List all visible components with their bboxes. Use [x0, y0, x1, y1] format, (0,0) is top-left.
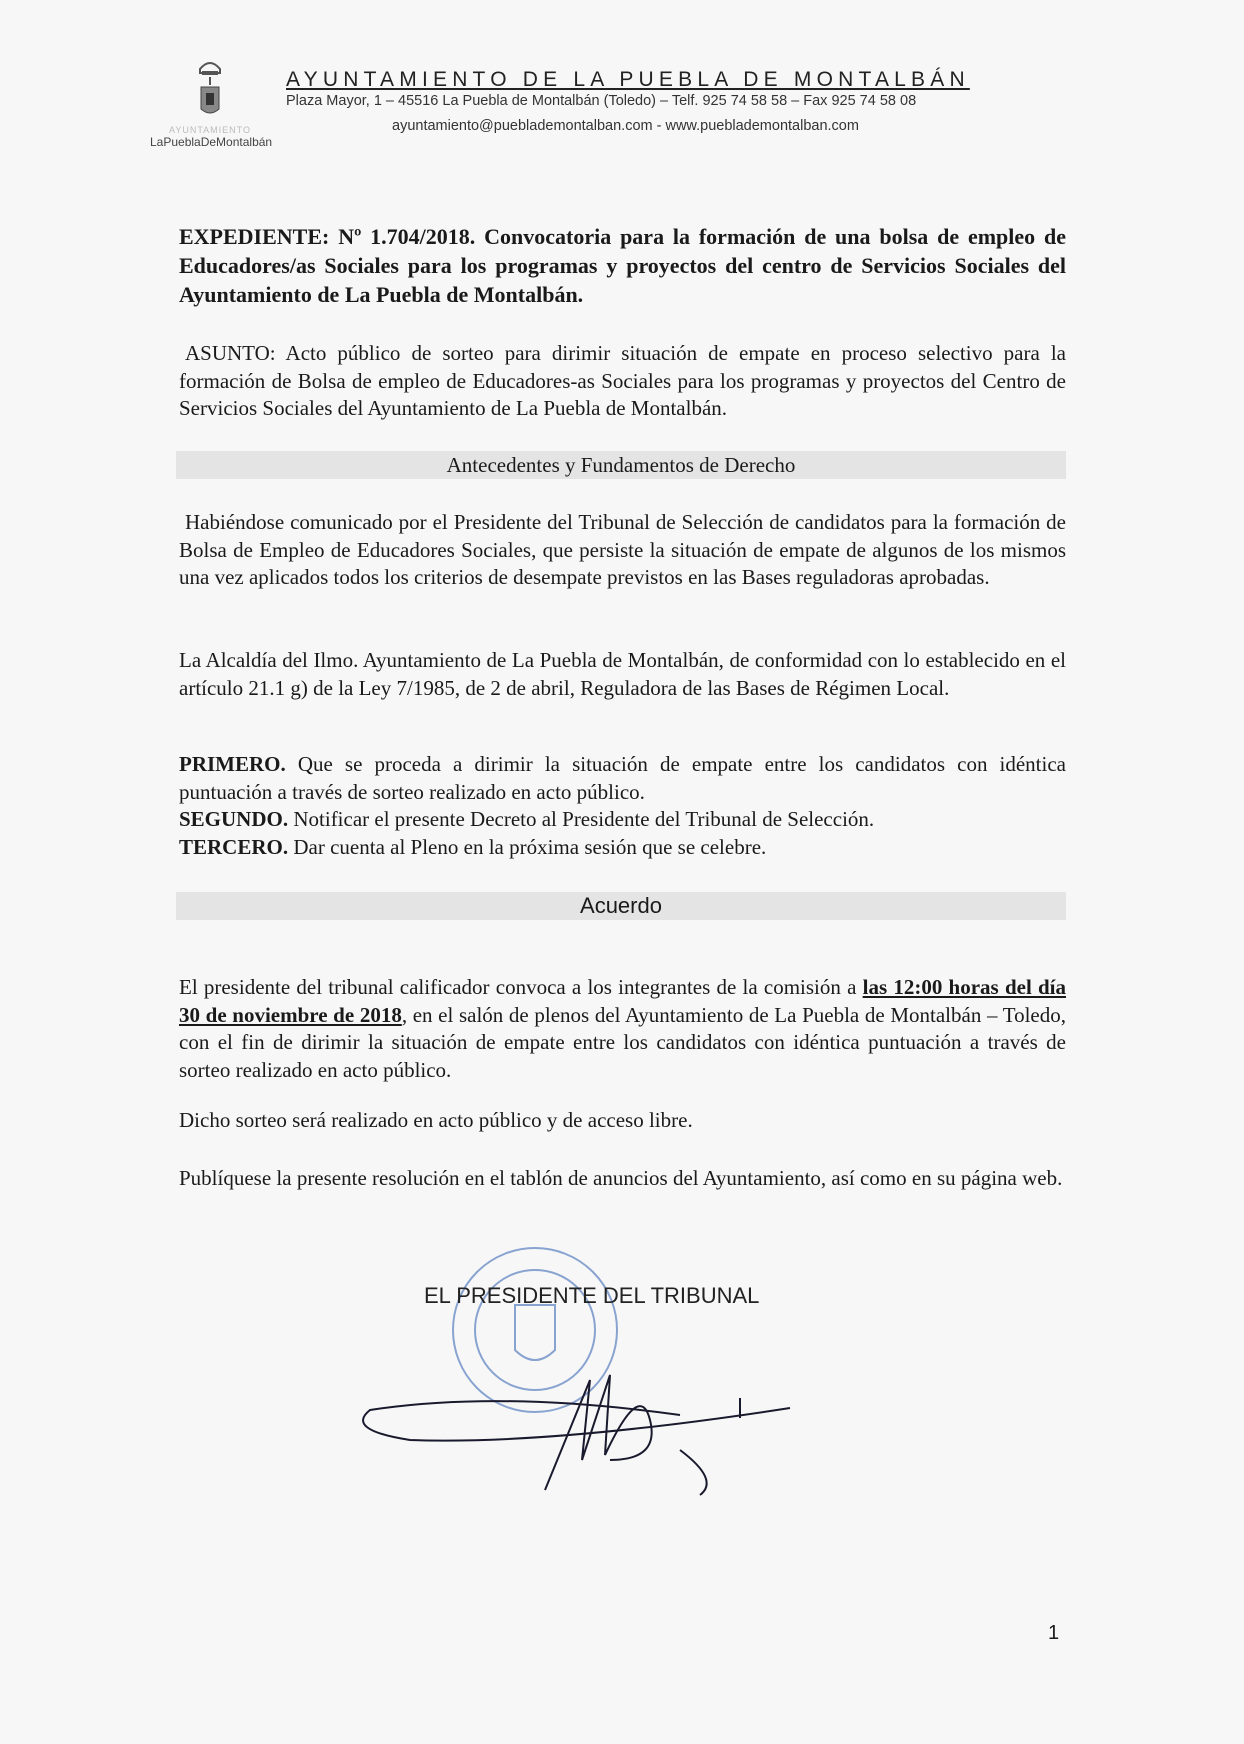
document-title: EXPEDIENTE: Nº 1.704/2018. Convocatoria para la formación de una bolsa de empleo de Educadores/as Sociales para los programas y proyectos del centro de Servicios Sociales del Ayuntamiento de La Puebla de Montalbán. [179, 224, 1066, 307]
item-text: Que se proceda a dirimir la situación de empate entre los candidatos con idéntica puntuación a través de sorteo realizado en acto público. [179, 752, 1066, 804]
paragraph-alcaldia: La Alcaldía del Ilmo. Ayuntamiento de La Puebla de Montalbán, de conformidad con lo establecido en el artículo 21.1 g) de la Ley 7/1985, de 2 de abril, Reguladora de las Bases de Régimen Local. [179, 648, 1066, 700]
item-tercero [179, 834, 1066, 862]
stamp-and-signature [350, 1240, 810, 1500]
email-link[interactable]: ayuntamiento@pueblademontalban.com [392, 118, 653, 134]
asunto-paragraph: ASUNTO: Acto público de sorteo para dirimir situación de empate en proceso selectivo para la formación de Bolsa de empleo de Educadores-as Sociales para los programas y proyectos del Centro de Servicios Sociales del Ayuntamiento de La Puebla de Montalbán. [179, 341, 1066, 420]
signature-label: EL PRESIDENTE DEL TRIBUNAL [424, 1283, 760, 1308]
logo-name: LaPueblaDeMontalbán [150, 135, 273, 149]
meeting-datetime: las 12:00 horas del día 30 de noviembre de 2018 [179, 975, 1066, 1027]
paragraph-convocatoria [179, 974, 1066, 1084]
item-label: SEGUNDO. [179, 807, 289, 831]
item-primero [179, 751, 1066, 806]
paragraph-habiendose: Habiéndose comunicado por el Presidente del Tribunal de Selección de candidatos para la formación de Bolsa de Empleo de Educadores Sociales, que persiste la situación de empate de algunos de los mismos una vez aplicados todos los criterios de desempate previstos en las Bases reguladoras aprobadas. [179, 510, 1066, 589]
coat-of-arms-icon [193, 55, 227, 119]
text: El presidente del tribunal calificador convoca a los integrantes de la comisión a [179, 975, 863, 999]
section-heading-antecedentes: Antecedentes y Fundamentos de Derecho [176, 451, 1066, 479]
paragraph-sorteo: Dicho sorteo será realizado en acto público y de acceso libre. [179, 1108, 693, 1132]
item-label: PRIMERO. [179, 752, 286, 776]
logo-small-text: AYUNTAMIENTO [168, 125, 251, 135]
item-text: Dar cuenta al Pleno en la próxima sesión que se celebre. [288, 834, 767, 859]
resolution-items [179, 751, 1066, 861]
official-stamp-icon [453, 1248, 617, 1412]
municipal-logo [150, 55, 273, 149]
page-number: 1 [1048, 1622, 1060, 1644]
text: , en el salón de plenos del Ayuntamiento de La Puebla de Montalbán – Toledo, con el fin de dirimir la situación de empate entre los candidatos con idéntica puntuación a través de sorteo realizado en acto público. [179, 1002, 1066, 1082]
website-link[interactable]: www.pueblademontalban.com [665, 118, 859, 134]
letterhead-contact [286, 118, 1016, 134]
paragraph-publiquese: Publíquese la presente resolución en el tablón de anuncios del Ayuntamiento, así como en su página web. [179, 1166, 1063, 1190]
item-segundo [179, 806, 1066, 834]
contact-separator: - [652, 118, 666, 134]
signature-icon [363, 1375, 790, 1495]
item-text: Notificar el presente Decreto al Presidente del Tribunal de Selección. [288, 807, 875, 831]
section-heading-acuerdo: Acuerdo [176, 892, 1066, 920]
letterhead-title: AYUNTAMIENTO DE LA PUEBLA DE MONTALBÁN [286, 68, 970, 91]
item-label: TERCERO. [179, 834, 289, 859]
letterhead-address: Plaza Mayor, 1 – 45516 La Puebla de Montalbán (Toledo) – Telf. 925 74 58 58 – Fax 925 74 58 08 [286, 93, 917, 109]
letterhead [286, 68, 1016, 134]
